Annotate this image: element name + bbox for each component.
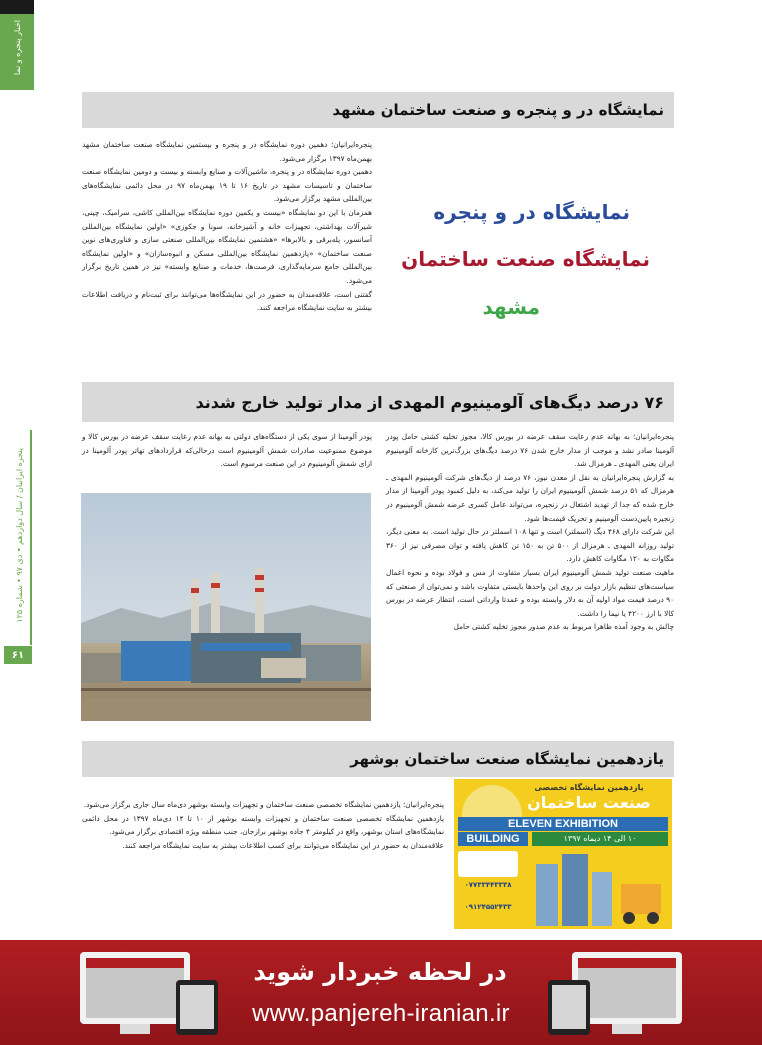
highlight-line-1: نمایشگاه در و پنجره (433, 200, 630, 224)
section1-title: نمایشگاه در و پنجره و صنعت ساختمان مشهد (332, 101, 664, 119)
issue-label: پنجره ایرانیان / سال دوازدهم • دی ۹۷ • شماره ۱۲۵ (14, 447, 24, 623)
paragraph: دهمین دوره نمایشگاه در و پنجره، ماشین‌آلات و صنایع وابسته و بیست و دومین نمایشگاه صنعت ساختمان و تاسیسات مشهد در تاریخ ۱۶ تا ۱۹ بهمن‌ماه ۹۷ در محل دائمی نمایشگاه‌های بین‌المللی مشهد برگزار می‌شود. (82, 167, 372, 204)
construction-graphic (526, 854, 666, 926)
ad-english-line1: ELEVEN EXHIBITION (458, 817, 668, 831)
section2-title: ۷۶ درصد دیگ‌های آلومینیوم المهدی از مدار تولید خارج شدند (195, 392, 664, 412)
side-divider (30, 430, 32, 645)
paragraph: گفتنی است، علاقه‌مندان به حضور در این نمایشگاه‌ها می‌توانند برای ثبت‌نام و دریافت اطلاعات بیشتر به سایت نمایشگاه مراجعه کنند. (82, 289, 372, 313)
page-number: ۶۱ (4, 646, 32, 664)
paragraph: چالش به وجود آمده ظاهرا مربوط به عدم صدور مجوز تخلیه کشتی حامل (453, 622, 674, 632)
paragraph: پنجره‌ایرانیان؛ به بهانه عدم رعایت سقف عرضه در بورس کالا، مجوز تخلیه کشتی حامل پودر آلومینا صادر نشد و موجب از مدار خارج شدن ۷۶ درصد دیگ‌های بزرگ‌ترین کارخانه آلومینیوم ایران یعنی المهدی ـ هرمزال شد. (386, 432, 675, 469)
ad-english-line2: BUILDING (458, 832, 528, 846)
ad-contact-1: ۰۷۷۳۳۴۴۳۳۳۸ (464, 881, 512, 889)
footer-title: در لحظه خبردار شوید (253, 958, 507, 986)
highlight-line-3: مشهد (482, 295, 540, 319)
section2-body-right (386, 430, 674, 634)
paragraph: ماهیت صنعت تولید شمش آلومینیوم ایران بسیار متفاوت از مس و فولاد بوده و نحوه اعمال سیاست‌های تنظیم بازار دولت بر روی این واحدها بایستی متفاوت باشد و نمی‌توان از صنعتی که ۹۰ درصد قیمت مواد اولیه آن به دلار وابسته بوده و عمدتا وارداتی است، انتظار عرضه در بورس کالا با ارز ۴۲۰۰ یا نیما را داشت. (386, 567, 674, 618)
factory-photo (81, 493, 371, 721)
section3-body (82, 798, 444, 852)
paragraph: یازدهمین نمایشگاه تخصصی صنعت ساختمان و تجهیزات وابسته بوشهر از ۱۰ تا ۱۴ دی‌ماه ۱۳۹۷ در محل دائمی نمایشگاه‌های استان بوشهر، واقع در کیلومتر ۴ جاده بوشهر برازجان، جنب منطقه ویژه اقتصادی برگزار می‌شود. (82, 813, 444, 837)
exhibition-ad (454, 779, 672, 929)
highlight-line-2: نمایشگاه صنعت ساختمان (401, 247, 650, 271)
section1-body (82, 138, 372, 315)
paragraph: پودر آلومینا از سوی یکی از دستگاه‌های دولتی به بهانه عدم رعایت سقف عرضه در بورس کالا و موضوع ممنوعیت صادرات شمش آلومینیوم است درحالی‌که قراردادهای تهاتر پودر آلومینا در ازای شمش آلومینیوم در این صنعت مرسوم است. (82, 432, 372, 469)
paragraph: همزمان با این دو نمایشگاه «بیست و یکمین دوره نمایشگاه بین‌المللی کاشی، سرامیک، چینی، شیرآلات بهداشتی، تجهیزات خانه و آشپزخانه، سونا و جکوزی» «اولین نمایشگاه بین‌المللی آسانسور، پله‌برقی و بالابرها» «هشتمین نمایشگاه بین‌المللی صنعتی سازی و فناوری‌های نوین صنعت ساختمان» «یازدهمین نمایشگاه بین‌المللی مسکن و انبوه‌سازان» و «اولین نمایشگاه بین‌المللی جامع سرمایه‌گذاری، فرصت‌ها، خدمات و صنایع وابسته» نیز در همین تاریخ برگزار می‌شود. (82, 207, 372, 285)
ad-title-small: یازدهمین نمایشگاه تخصصی (534, 783, 644, 792)
footer-banner (0, 940, 762, 1045)
paragraph: پنجره‌ایرانیان؛ دهمین دوره نمایشگاه در و پنجره و بیستمین نمایشگاه صنعت ساختمان مشهد بهمن‌ماه ۱۳۹۷ برگزار می‌شود. (82, 140, 372, 163)
section2-header (82, 382, 674, 422)
section3-header (82, 741, 674, 777)
ad-title-big: صنعت ساختمان (527, 793, 651, 812)
section2-body-left (82, 430, 372, 471)
paragraph: به گزارش پنجره‌ایرانیان به نقل از معدن نیوز، ۷۶ درصد از دیگ‌های شرکت آلومینیوم المهدی ـ هرمزال که ۵۱ درصد شمش آلومینیوم ایران را تولید می‌کند، به دلیل کمبود پودر آلومینا از مدار خارج شده که جدا از تهدید اشتغال در زنجیره، می‌تواند عامل کسری عرضه شمش آلومینیوم در زنجیره پایین‌دست آلومینیم و تحریک قیمت‌ها شود. (386, 472, 674, 523)
section3-title: یازدهمین نمایشگاه صنعت ساختمان بوشهر (350, 750, 664, 768)
logos-icon (458, 851, 518, 877)
side-tab-label: اخبار پنجره و نما (12, 20, 22, 76)
footer-url-link[interactable]: www.panjereh-iranian.ir (252, 1000, 510, 1027)
paragraph: پنجره‌ایرانیان؛ یازدهمین نمایشگاه تخصصی صنعت ساختمان و تجهیزات وابسته بوشهر دی‌ماه سال جاری برگزار می‌شود. (83, 800, 444, 809)
section1-header (82, 92, 674, 128)
ad-contact-2: ۰۹۱۲۴۵۵۲۴۳۳ (464, 903, 512, 911)
ad-dates: ۱۰ الی ۱۴ دیماه ۱۳۹۷ (532, 832, 668, 846)
paragraph: علاقه‌مندان به حضور در این نمایشگاه می‌توانند برای کسب اطلاعات بیشتر به سایت نمایشگاه مراجعه کنند. (122, 840, 444, 850)
paragraph: این شرکت دارای ۴۶۸ دیگ (اسملتر) است و تنها ۱۰۸ اسملتر در حال تولید است. به معنی دیگر، تولید روزانه المهدی ـ هرمزال از ۵۰۰ تن به ۱۵۰ تن کاهش یافته و توان مصرفی نیز از ۳۶۰ مگاوات به ۱۲۰ مگاوات کاهش دارد. (386, 527, 675, 564)
